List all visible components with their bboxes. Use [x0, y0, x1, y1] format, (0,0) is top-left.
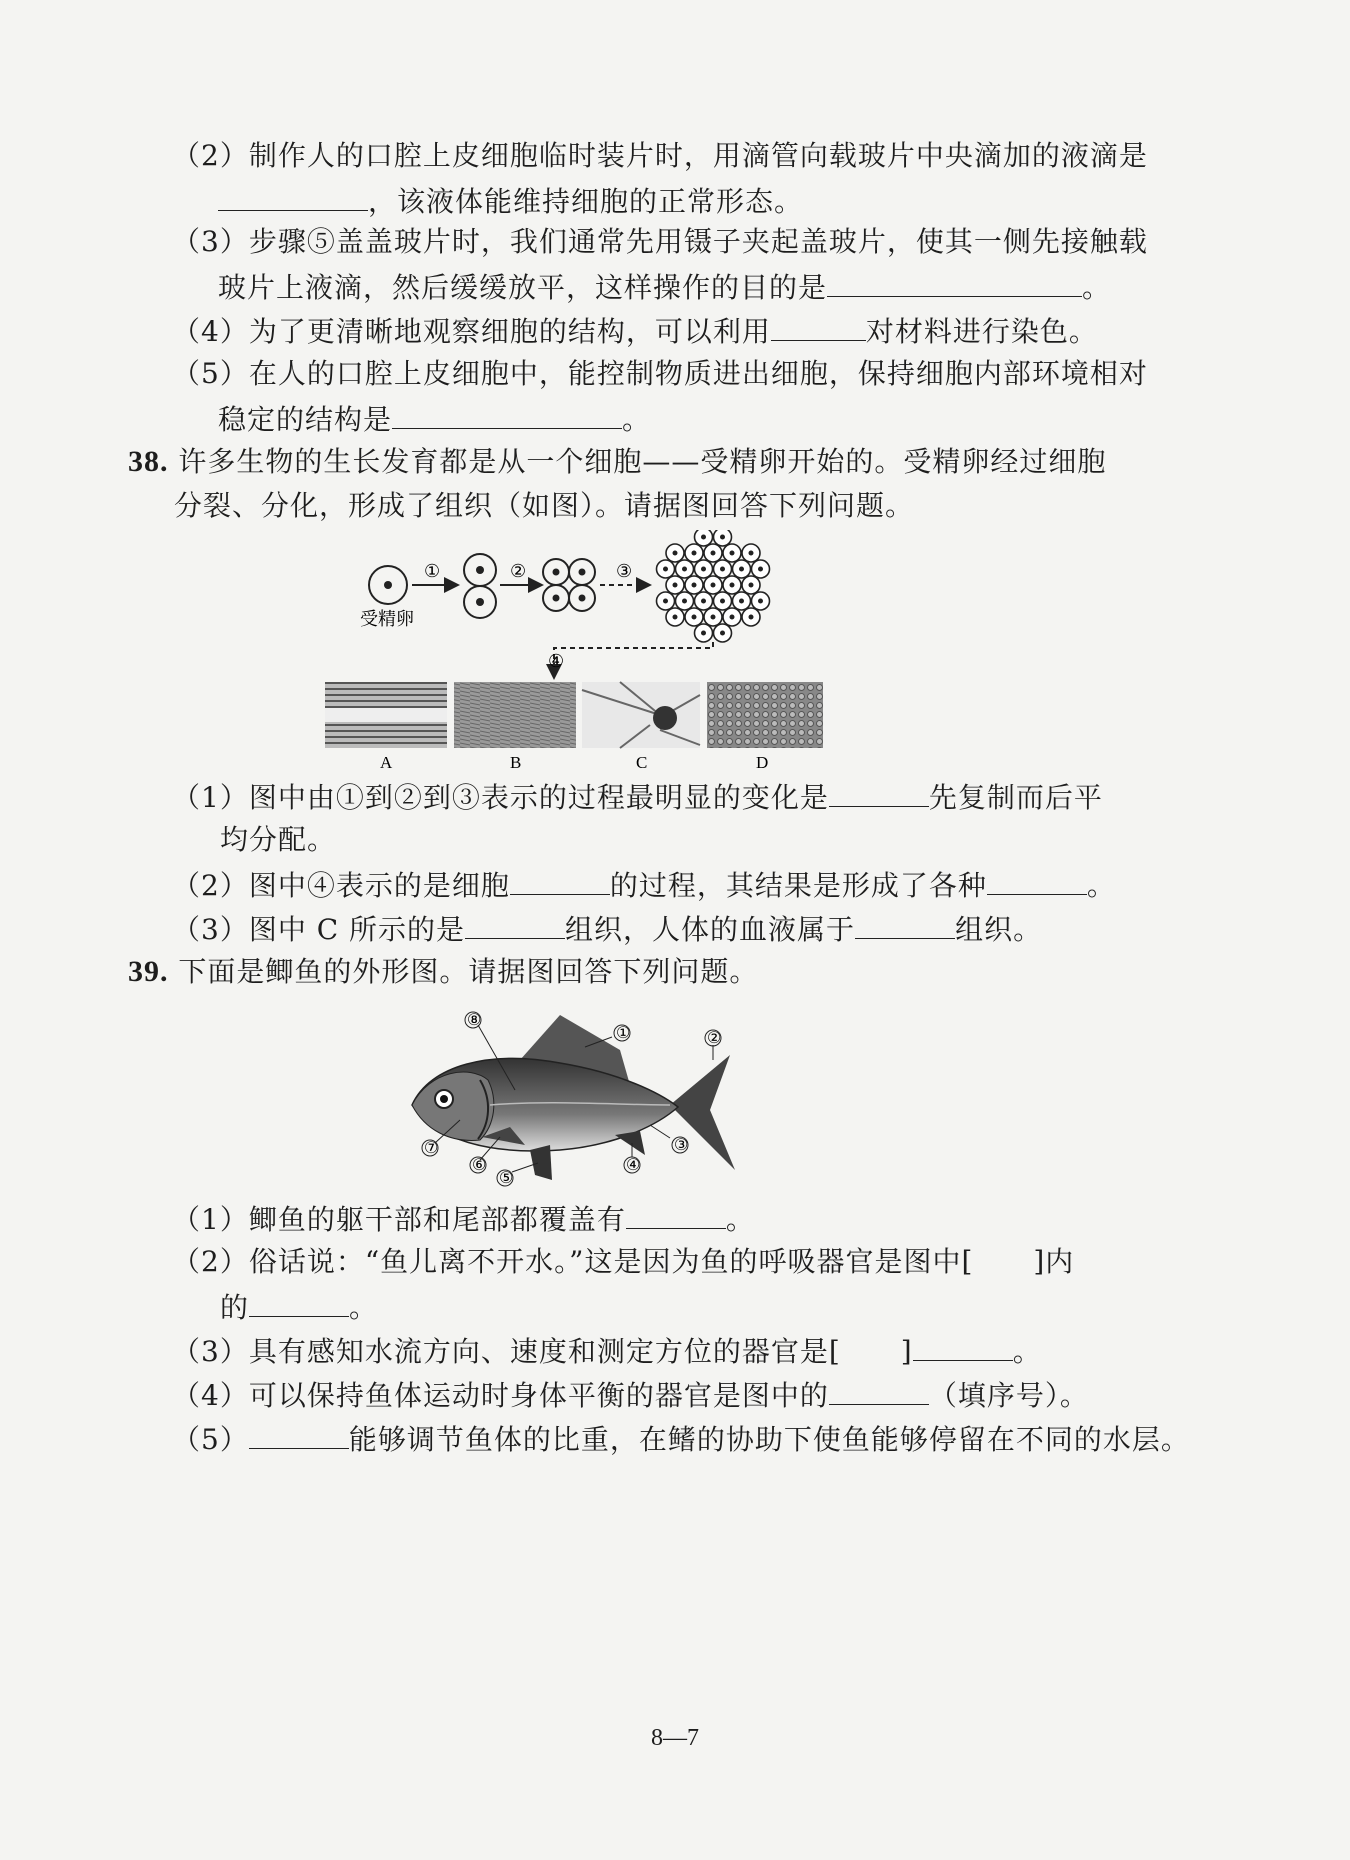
- cell-cluster: [657, 530, 770, 642]
- q37-part2-line2: ，该液体能维持细胞的正常形态。: [218, 180, 803, 222]
- fish-label-3: ③: [674, 1137, 689, 1154]
- fish-label-5: ⑤: [499, 1170, 514, 1187]
- tissue-a-label: A: [380, 753, 393, 772]
- answer-blank[interactable]: [913, 1330, 1013, 1361]
- q38-part1-line1: （1）图中由①到②到③表示的过程最明显的变化是 先复制而后平: [172, 776, 1103, 818]
- tissue-d-image: [707, 682, 823, 748]
- answer-blank[interactable]: [771, 310, 866, 341]
- q37-part3-line2: 玻片上液滴，然后缓缓放平，这样操作的目的是 。: [218, 266, 1111, 308]
- fish-label-8: ⑧: [467, 1012, 482, 1029]
- q37-part5-line2: 稳定的结构是 。: [218, 398, 651, 440]
- two-cell-stage: [464, 554, 496, 618]
- fish-label-6: ⑥: [472, 1157, 487, 1174]
- q38-part3: （3）图中 C 所示的是 组织，人体的血液属于 组织。: [172, 908, 1042, 950]
- q39-part3: （3）具有感知水流方向、速度和测定方位的器官是[ ] 。: [172, 1330, 1042, 1372]
- fish-label-7: ⑦: [424, 1140, 439, 1157]
- step-2-label: ②: [510, 561, 527, 581]
- fish-label-1: ①: [616, 1025, 631, 1042]
- fish-label-4: ④: [626, 1157, 641, 1174]
- answer-blank[interactable]: [249, 1418, 349, 1449]
- q38-part2: （2）图中④表示的是细胞 的过程，其结果是形成了各种 。: [172, 864, 1116, 906]
- pelvic-fin: [530, 1145, 552, 1180]
- answer-blank[interactable]: [465, 908, 565, 939]
- q39-intro: 39. 下面是鲫鱼的外形图。请据图回答下列问题。: [128, 955, 759, 988]
- q39-part2-line2: 的 。: [220, 1286, 378, 1328]
- answer-blank[interactable]: [392, 398, 622, 429]
- q37-part3-line1: （3）步骤⑤盖盖玻片时，我们通常先用镊子夹起盖玻片，使其一侧先接触载: [172, 225, 1148, 258]
- q39-part2-line1: （2）俗话说：“鱼儿离不开水。”这是因为鱼的呼吸器官是图中[ ]内: [172, 1245, 1075, 1278]
- answer-blank[interactable]: [626, 1198, 726, 1229]
- q37-part4: （4）为了更清晰地观察细胞的结构，可以利用 对材料进行染色。: [172, 310, 1098, 352]
- q39-part5: （5） 能够调节鱼体的比重，在鳍的协助下使鱼能够停留在不同的水层。: [172, 1418, 1190, 1460]
- q39-part4: （4）可以保持鱼体运动时身体平衡的器官是图中的 （填序号）。: [172, 1374, 1089, 1416]
- q37-part5-line1: （5）在人的口腔上皮细胞中，能控制物质进出细胞，保持细胞内部环境相对: [172, 357, 1148, 390]
- answer-blank[interactable]: [829, 776, 929, 807]
- q37-part2-line1: （2）制作人的口腔上皮细胞临时装片时，用滴管向载玻片中央滴加的液滴是: [172, 139, 1148, 172]
- tissue-d-label: D: [756, 753, 769, 772]
- page-number: 8—7: [651, 1725, 699, 1751]
- step-4-label: ④: [548, 651, 565, 671]
- egg-label: 受精卵: [360, 609, 414, 629]
- answer-blank[interactable]: [218, 180, 368, 211]
- tissue-c-image: [582, 682, 700, 748]
- crucian-carp-figure: [400, 1005, 760, 1195]
- step-1-label: ①: [424, 561, 441, 581]
- tissue-a-image: [325, 682, 447, 748]
- answer-blank[interactable]: [249, 1286, 349, 1317]
- answer-blank[interactable]: [855, 908, 955, 939]
- answer-blank[interactable]: [510, 864, 610, 895]
- tissue-b-image: [454, 682, 576, 748]
- tissue-b-label: B: [510, 753, 522, 772]
- step-3-label: ③: [616, 561, 633, 581]
- q38-part1-line2: 均分配。: [220, 823, 337, 856]
- tissue-c-label: C: [636, 753, 648, 772]
- answer-blank[interactable]: [829, 1374, 929, 1405]
- fertilized-egg: [369, 566, 407, 604]
- q39-part1: （1）鲫鱼的躯干部和尾部都覆盖有 。: [172, 1198, 755, 1240]
- answer-blank[interactable]: [827, 266, 1082, 297]
- four-cell-stage: [543, 559, 595, 611]
- fish-label-2: ②: [707, 1030, 722, 1047]
- q38-intro-line2: 分裂、分化，形成了组织（如图）。请据图回答下列问题。: [174, 489, 915, 522]
- cell-division-figure: [320, 530, 840, 780]
- answer-blank[interactable]: [987, 864, 1087, 895]
- q38-intro-line1: 38. 许多生物的生长发育都是从一个细胞——受精卵开始的。受精卵经过细胞: [128, 445, 1107, 478]
- anal-fin: [615, 1131, 645, 1155]
